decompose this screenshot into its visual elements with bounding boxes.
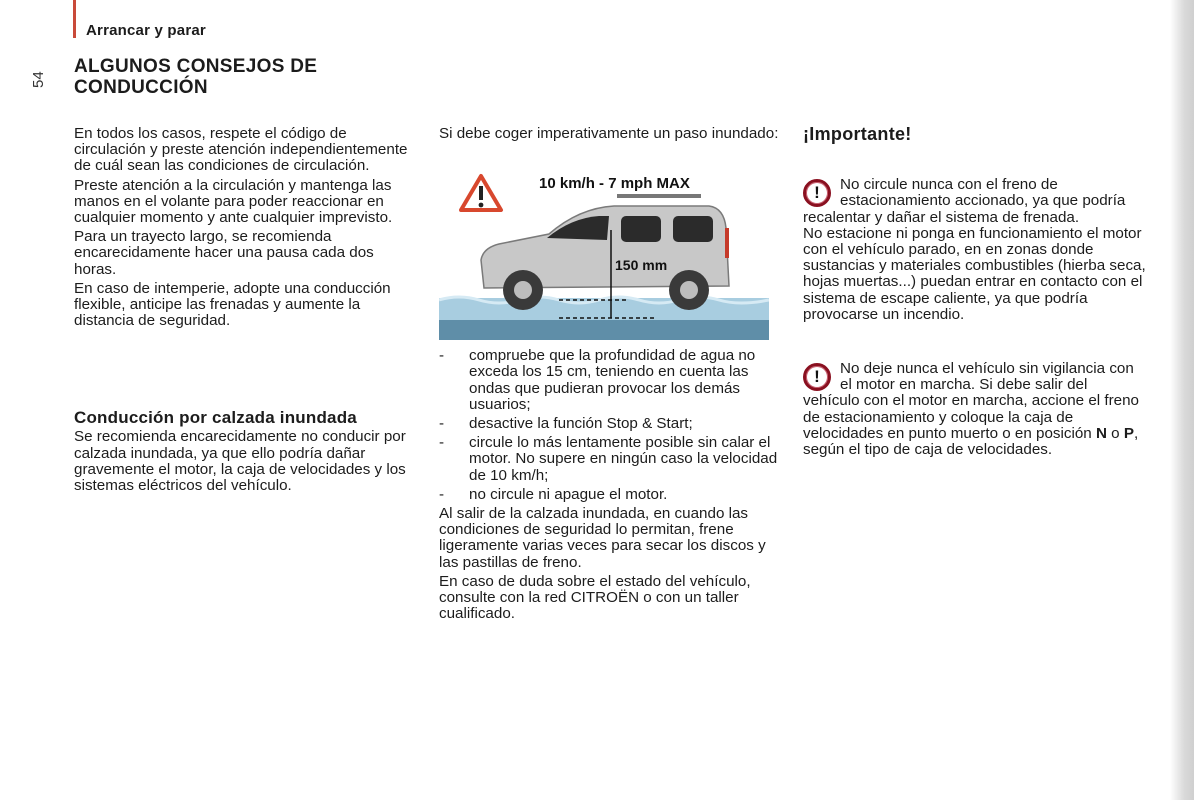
car-icon (481, 194, 729, 310)
warning-parking-brake (803, 177, 1148, 226)
important-heading: ¡Importante! (803, 124, 912, 144)
list-item: - desactive la función Stop & Start; (439, 416, 784, 432)
flood-bullet-list (439, 348, 784, 503)
section-marker-bar (73, 0, 76, 38)
warning-text-middle: o (1106, 424, 1124, 442)
road-surface (439, 320, 769, 340)
page-edge-shadow (1170, 0, 1194, 800)
paragraph: Se recomienda encarecidamente no conducir por calzada inundada, ya que ello podría dañar gravemente el motor, la caja de velocidades y los sistemas eléctricos del vehículo. (74, 428, 406, 495)
paragraph: Preste atención a la circulación y mantenga las manos en el volante para poder reaccionar en cualquier momento y ante cualquier imprevisto. (74, 176, 393, 227)
paragraph: Para un trayecto largo, se recomienda encarecidamente hacer una pausa cada dos horas. (74, 228, 374, 278)
warning-text-end: , según el tipo de caja de velocidades. (803, 424, 1139, 459)
column-1 (74, 126, 414, 497)
list-item: - no circule ni apague el motor. (439, 487, 784, 503)
paragraph: En caso de duda sobre el estado del vehículo, consulte con la red CITROËN o con un taller cualificado. (439, 572, 751, 623)
warning-engine-running (803, 361, 1148, 458)
section-header: Arrancar y parar (86, 22, 206, 39)
list-item: - compruebe que la profundidad de agua no exceda los 15 cm, teniendo en cuenta las ondas que pudieran provocar los demás usuarios; (439, 348, 784, 413)
gear-n-label: N (1095, 424, 1107, 442)
list-item: - circule lo más lentamente posible sin calar el motor. No supere en ningún caso la velocidad de 10 km/h; (439, 435, 784, 484)
warning-text: No circule nunca con el freno de estacionamiento accionado, ya que podría recalentar y dañar el sistema de frenada. (803, 176, 1126, 226)
gear-p-label: P (1123, 424, 1134, 442)
flooded-road-figure (439, 168, 769, 340)
page-number: 54 (30, 71, 47, 88)
column-3 (803, 126, 1148, 458)
page-title (74, 56, 394, 98)
column-2 (439, 126, 784, 625)
depth-label: 150 mm (615, 257, 668, 274)
warning-triangle-icon (461, 176, 501, 210)
paragraph: No estacione ni ponga en funcionamiento el motor con el vehículo parado, en en zonas donde sustancias y materiales combustibles (hierba seca, hojas muertas...) puedan entrar en contacto con el sistema de escape caliente, ya que podría provocarse un incendio. (803, 224, 1146, 323)
page-title-line-1: ALGUNOS CONSEJOS DE (74, 56, 318, 77)
alert-circle-icon: ! (803, 363, 831, 391)
page-title-line-2: CONDUCCIÓN (74, 77, 208, 98)
warning-text-start: No deje nunca el vehículo sin vigilancia con el motor en marcha. Si debe salir del vehículo con el motor en marcha, accione el freno de estacionamiento y coloque la caja de velocidades en punto muerto o en posición (803, 360, 1139, 442)
speed-limit-label: 10 km/h - 7 mph MAX (539, 175, 690, 193)
alert-circle-icon: ! (803, 179, 831, 207)
paragraph: Al salir de la calzada inundada, en cuando las condiciones de seguridad lo permitan, frene ligeramente varias veces para secar los discos y las pastillas de freno. (439, 505, 766, 571)
paragraph-intro: Si debe coger imperativamente un paso inundado: (439, 125, 779, 142)
paragraph: En todos los casos, respete el código de circulación y preste atención independientemente de cuál sean las condiciones de circulación. (74, 125, 408, 175)
subheading-flooded-road: Conducción por calzada inundada (74, 408, 357, 428)
paragraph: En caso de intemperie, adopte una conducción flexible, anticipe las frenadas y aumente la distancia de seguridad. (74, 279, 391, 330)
